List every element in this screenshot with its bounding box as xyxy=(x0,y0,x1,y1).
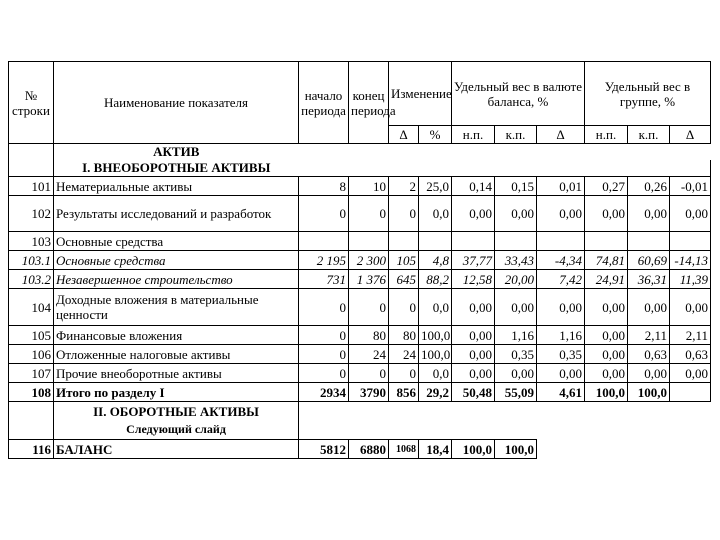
row-value-p: 29,2 xyxy=(419,383,452,402)
row-value-bn: 12,58 xyxy=(452,270,495,289)
row-name: Отложенные налоговые активы xyxy=(54,345,299,364)
balance-value-p: 18,4 xyxy=(419,440,452,459)
row-value-end: 1 376 xyxy=(349,270,389,289)
row-value-gn xyxy=(585,232,628,251)
table-row xyxy=(9,177,711,196)
row-value-gk: 0,26 xyxy=(628,177,670,196)
table-row xyxy=(9,383,711,402)
row-value-start: 0 xyxy=(299,289,349,326)
row-name: Финансовые вложения xyxy=(54,326,299,345)
header-group-kp: к.п. xyxy=(628,126,670,144)
table-row xyxy=(9,289,711,326)
row-value-p: 0,0 xyxy=(419,289,452,326)
section-1-title: I. ВНЕОБОРОТНЫЕ АКТИВЫ xyxy=(54,160,299,177)
row-name: Нематериальные активы xyxy=(54,177,299,196)
row-value-d: 0 xyxy=(389,196,419,232)
row-number: 106 xyxy=(9,345,54,364)
row-value-bn: 0,00 xyxy=(452,345,495,364)
row-value-p: 4,8 xyxy=(419,251,452,270)
balance-value-start: 5812 xyxy=(299,440,349,459)
row-number: 107 xyxy=(9,364,54,383)
row-value-p: 88,2 xyxy=(419,270,452,289)
balance-value-end: 6880 xyxy=(349,440,389,459)
header-period-start: начало периода xyxy=(299,62,349,144)
header-row-number: № строки xyxy=(9,62,54,144)
row-value-gn: 74,81 xyxy=(585,251,628,270)
row-name: Итого по разделу I xyxy=(54,383,299,402)
row-value-bk: 0,00 xyxy=(495,196,537,232)
row-value-bk: 33,43 xyxy=(495,251,537,270)
row-number: 104 xyxy=(9,289,54,326)
row-value-gk: 2,11 xyxy=(628,326,670,345)
row-value-end: 3790 xyxy=(349,383,389,402)
header-balance-np: н.п. xyxy=(452,126,495,144)
row-value-gd: 0,00 xyxy=(670,364,711,383)
row-value-gn: 24,91 xyxy=(585,270,628,289)
row-value-bk xyxy=(495,232,537,251)
row-value-gk: 60,69 xyxy=(628,251,670,270)
header-weight-group: Удельный вес в группе, % xyxy=(585,62,711,126)
row-value-bd: 0,35 xyxy=(537,345,585,364)
row-value-d: 645 xyxy=(389,270,419,289)
row-value-gd xyxy=(670,383,711,402)
row-value-bd: 0,00 xyxy=(537,196,585,232)
balance-value-bn: 100,0 xyxy=(452,440,495,459)
row-value-end: 80 xyxy=(349,326,389,345)
header-group-np: н.п. xyxy=(585,126,628,144)
row-value-gn: 0,00 xyxy=(585,326,628,345)
row-value-d: 80 xyxy=(389,326,419,345)
row-value-bk: 55,09 xyxy=(495,383,537,402)
row-value-gd: 2,11 xyxy=(670,326,711,345)
row-number: 103 xyxy=(9,232,54,251)
row-value-bk: 0,35 xyxy=(495,345,537,364)
header-change-delta: Δ xyxy=(389,126,419,144)
header-balance-kp: к.п. xyxy=(495,126,537,144)
row-value-end: 24 xyxy=(349,345,389,364)
row-value-bk: 1,16 xyxy=(495,326,537,345)
row-value-d xyxy=(389,232,419,251)
row-number: 103.2 xyxy=(9,270,54,289)
row-value-d: 24 xyxy=(389,345,419,364)
header-period-end: конец периода xyxy=(349,62,389,144)
row-name: Прочие внеоборотные активы xyxy=(54,364,299,383)
table-row xyxy=(9,251,711,270)
header-group-delta: Δ xyxy=(670,126,711,144)
row-value-gn: 0,00 xyxy=(585,364,628,383)
balance-value-d: 1068 xyxy=(389,440,419,459)
row-value-end: 0 xyxy=(349,289,389,326)
row-value-start xyxy=(299,232,349,251)
row-value-gd: 0,00 xyxy=(670,196,711,232)
section-2-title: II. ОБОРОТНЫЕ АКТИВЫ xyxy=(54,402,299,421)
table-row xyxy=(9,270,711,289)
row-value-p xyxy=(419,232,452,251)
table-row xyxy=(9,345,711,364)
row-value-gd: 0,63 xyxy=(670,345,711,364)
row-value-bd: 0,00 xyxy=(537,289,585,326)
row-value-end: 2 300 xyxy=(349,251,389,270)
row-value-start: 2 195 xyxy=(299,251,349,270)
balance-name: БАЛАНС xyxy=(54,440,299,459)
row-value-p: 0,0 xyxy=(419,364,452,383)
row-value-start: 0 xyxy=(299,196,349,232)
row-value-gd: -0,01 xyxy=(670,177,711,196)
section-asset-title: АКТИВ xyxy=(54,144,299,160)
row-value-end: 0 xyxy=(349,364,389,383)
row-value-gn: 0,27 xyxy=(585,177,628,196)
row-value-bk: 20,00 xyxy=(495,270,537,289)
row-value-p: 100,0 xyxy=(419,345,452,364)
row-value-start: 0 xyxy=(299,326,349,345)
row-value-bk: 0,00 xyxy=(495,364,537,383)
row-value-bd: 4,61 xyxy=(537,383,585,402)
row-value-bn: 0,00 xyxy=(452,289,495,326)
row-value-d: 0 xyxy=(389,289,419,326)
row-value-bd: 0,01 xyxy=(537,177,585,196)
row-value-gk: 0,00 xyxy=(628,364,670,383)
row-value-bn: 0,00 xyxy=(452,196,495,232)
row-name: Незавершенное строительство xyxy=(54,270,299,289)
row-value-gn: 100,0 xyxy=(585,383,628,402)
row-value-gn: 0,00 xyxy=(585,196,628,232)
balance-row xyxy=(9,440,711,459)
row-value-start: 2934 xyxy=(299,383,349,402)
row-value-start: 0 xyxy=(299,345,349,364)
row-value-gk: 36,31 xyxy=(628,270,670,289)
row-value-gn: 0,00 xyxy=(585,345,628,364)
row-value-gk: 0,00 xyxy=(628,289,670,326)
header-indicator-name: Наименование показателя xyxy=(54,62,299,144)
row-value-bd: 0,00 xyxy=(537,364,585,383)
row-value-bn: 50,48 xyxy=(452,383,495,402)
header-weight-balance: Удельный вес в валюте баланса, % xyxy=(452,62,585,126)
row-value-bk: 0,15 xyxy=(495,177,537,196)
row-value-d: 856 xyxy=(389,383,419,402)
row-value-d: 105 xyxy=(389,251,419,270)
row-value-bn: 0,00 xyxy=(452,326,495,345)
row-value-bn: 0,14 xyxy=(452,177,495,196)
row-value-bd: 1,16 xyxy=(537,326,585,345)
balance-analysis-table xyxy=(8,61,711,459)
row-value-bd: 7,42 xyxy=(537,270,585,289)
row-value-bn xyxy=(452,232,495,251)
row-number: 108 xyxy=(9,383,54,402)
row-name: Результаты исследований и разработок xyxy=(54,196,299,232)
table-row xyxy=(9,232,711,251)
row-value-start: 731 xyxy=(299,270,349,289)
row-value-end: 10 xyxy=(349,177,389,196)
row-value-gk: 0,63 xyxy=(628,345,670,364)
balance-number: 116 xyxy=(9,440,54,459)
row-name: Основные средства xyxy=(54,232,299,251)
row-value-gd xyxy=(670,232,711,251)
row-value-start: 8 xyxy=(299,177,349,196)
row-value-gk xyxy=(628,232,670,251)
row-name: Доходные вложения в материальные ценности xyxy=(54,289,299,326)
row-value-p: 100,0 xyxy=(419,326,452,345)
row-value-bn: 37,77 xyxy=(452,251,495,270)
table-row xyxy=(9,326,711,345)
row-number: 105 xyxy=(9,326,54,345)
row-value-start: 0 xyxy=(299,364,349,383)
row-value-d: 0 xyxy=(389,364,419,383)
row-value-p: 0,0 xyxy=(419,196,452,232)
row-value-end: 0 xyxy=(349,196,389,232)
row-number: 101 xyxy=(9,177,54,196)
row-value-gn: 0,00 xyxy=(585,289,628,326)
row-name: Основные средства xyxy=(54,251,299,270)
header-change: Изменение xyxy=(389,62,452,126)
row-value-gd: 0,00 xyxy=(670,289,711,326)
row-value-d: 2 xyxy=(389,177,419,196)
next-slide-link[interactable]: Следующий слайд xyxy=(54,421,299,440)
balance-value-bk: 100,0 xyxy=(495,440,537,459)
row-value-gd: 11,39 xyxy=(670,270,711,289)
row-value-bd: -4,34 xyxy=(537,251,585,270)
row-value-gk: 100,0 xyxy=(628,383,670,402)
row-value-bn: 0,00 xyxy=(452,364,495,383)
row-value-bd xyxy=(537,232,585,251)
table-row xyxy=(9,196,711,232)
row-value-gd: -14,13 xyxy=(670,251,711,270)
row-value-gk: 0,00 xyxy=(628,196,670,232)
row-value-p: 25,0 xyxy=(419,177,452,196)
header-balance-delta: Δ xyxy=(537,126,585,144)
row-value-bk: 0,00 xyxy=(495,289,537,326)
row-number: 103.1 xyxy=(9,251,54,270)
row-number: 102 xyxy=(9,196,54,232)
header-change-pct: % xyxy=(419,126,452,144)
row-value-end xyxy=(349,232,389,251)
table-row xyxy=(9,364,711,383)
